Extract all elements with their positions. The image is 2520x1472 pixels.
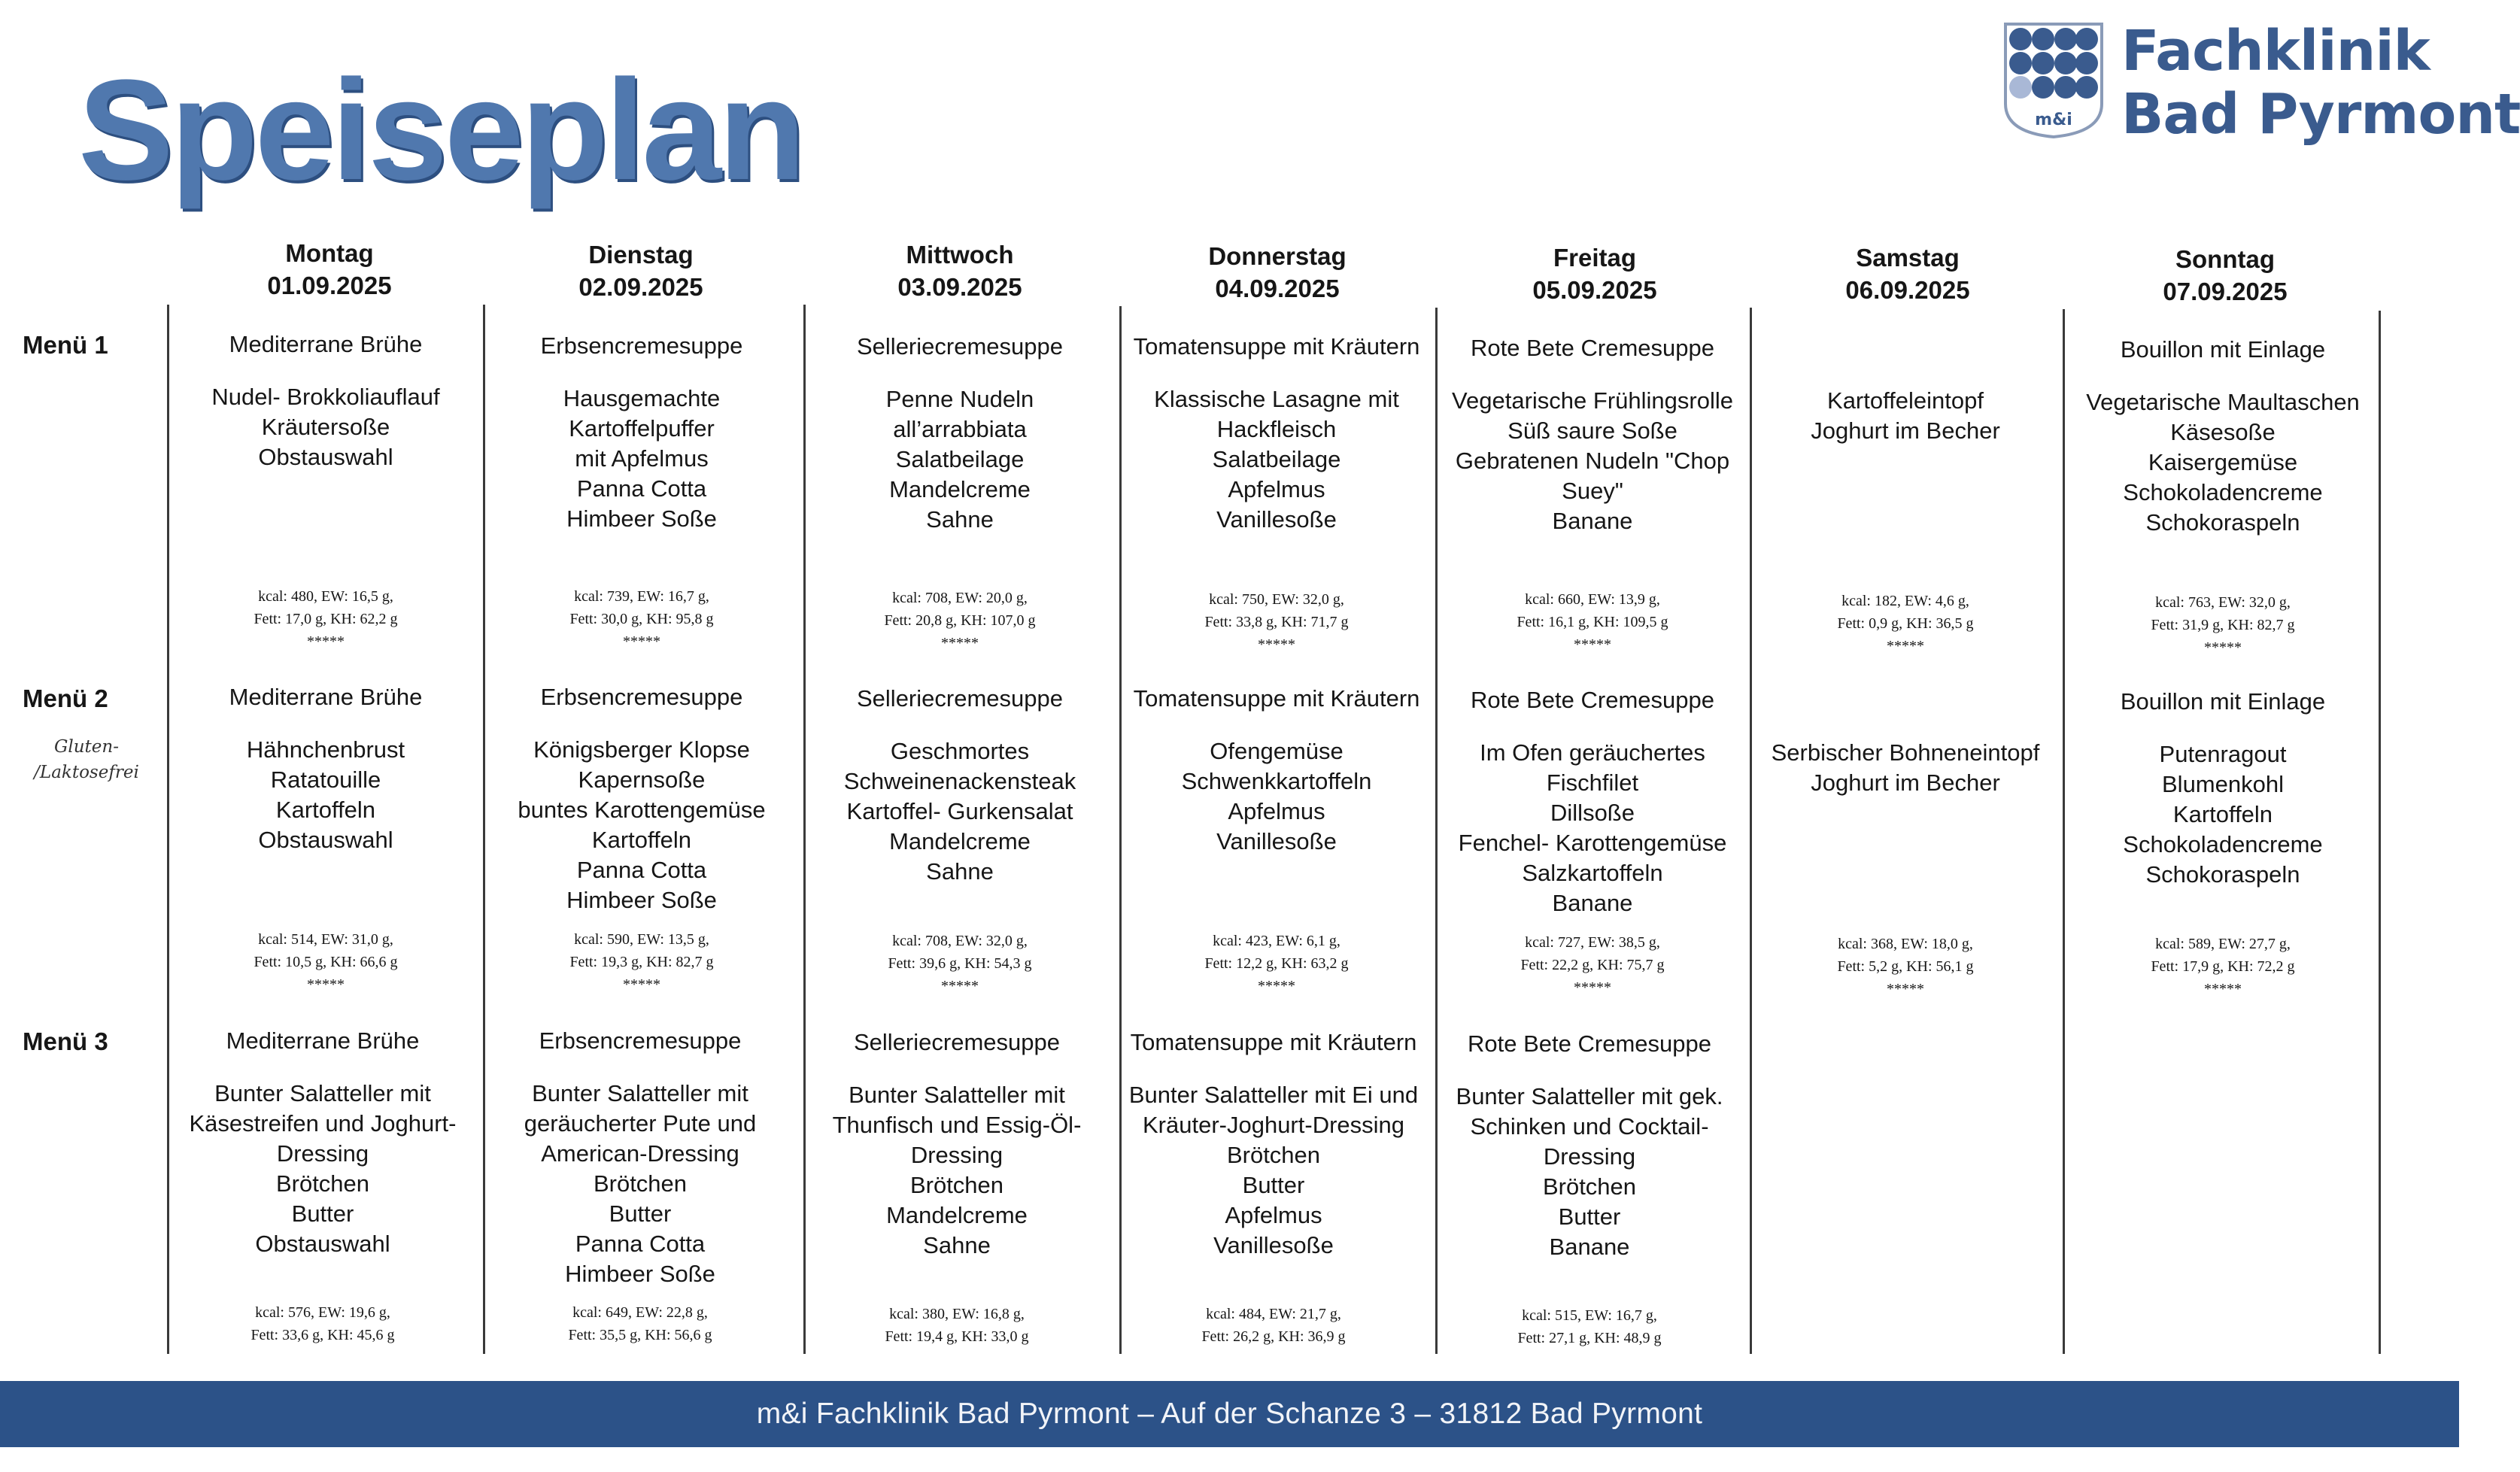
dish-line: Klassische Lasagne mit: [1154, 386, 1399, 412]
dish-line: Bunter Salatteller mit: [849, 1082, 1065, 1108]
menu2-nutrition: [806, 930, 1114, 997]
dish-line: Obstauswahl: [258, 444, 393, 470]
dish-line: Apfelmus: [1228, 476, 1325, 502]
dish-line: Bunter Salatteller mit gek.: [1456, 1083, 1723, 1109]
menu2-nutrition: [1122, 930, 1431, 997]
menu1-cell: [806, 332, 1114, 535]
nutrition-line: kcal: 708, EW: 32,0 g,: [892, 933, 1028, 949]
nutrition-line: Fett: 33,6 g, KH: 45,6 g: [250, 1327, 395, 1343]
menu3-cell: [1435, 1029, 1744, 1262]
nutrition-line: Fett: 35,5 g, KH: 56,6 g: [568, 1327, 712, 1343]
dish-line: Butter: [1242, 1172, 1305, 1198]
menu2-nutrition: [1438, 931, 1747, 999]
nutrition-line: Fett: 12,2 g, KH: 63,2 g: [1204, 955, 1349, 972]
dish-line: Himbeer Soße: [565, 1261, 715, 1287]
soup-name: Rote Bete Cremesuppe: [1468, 1030, 1711, 1057]
menu1-nutrition: [2069, 591, 2377, 659]
footer-address: m&i Fachklinik Bad Pyrmont – Auf der Schanze 3 – 31812 Bad Pyrmont: [0, 1381, 2459, 1447]
dish-line: mit Apfelmus: [575, 445, 709, 472]
day-header-freitag: Freitag 05.09.2025: [1532, 244, 1657, 304]
nutrition-line: kcal: 514, EW: 31,0 g,: [258, 931, 393, 948]
dish-line: Obstauswahl: [258, 827, 393, 853]
nutrition-line: Fett: 17,9 g, KH: 72,2 g: [2151, 958, 2295, 975]
menu1-nutrition: [172, 585, 480, 653]
nutrition-line: kcal: 750, EW: 32,0 g,: [1209, 591, 1344, 608]
nutrition-stars: *****: [1574, 979, 1611, 996]
dish-line: buntes Karottengemüse: [518, 797, 766, 823]
dish-line: Himbeer Soße: [566, 887, 717, 913]
dish-line: all’arrabbiata: [893, 416, 1027, 442]
soup-name: Tomatensuppe mit Kräutern: [1133, 685, 1420, 712]
dish-line: Hackfleisch: [1216, 416, 1337, 442]
dish-line: Putenragout: [2159, 741, 2287, 767]
menu1-cell: [172, 329, 480, 472]
menu2-cell: [487, 682, 796, 915]
menu3-cell: [1119, 1027, 1428, 1261]
day-header-mittwoch: Mittwoch 03.09.2025: [897, 241, 1022, 301]
soup-name: Mediterrane Brühe: [229, 684, 423, 710]
dish-line: Fischfilet: [1546, 769, 1639, 796]
dish-line: Apfelmus: [1228, 798, 1325, 824]
dish-line: Panna Cotta: [576, 475, 707, 502]
logo-mark-text: m&i: [2035, 111, 2072, 129]
menu2-cell: [1122, 684, 1431, 857]
menu3-nutrition: [1435, 1304, 1744, 1349]
column-divider: [1750, 308, 1752, 1354]
nutrition-line: Fett: 19,3 g, KH: 82,7 g: [569, 954, 714, 970]
nutrition-line: Fett: 20,8 g, KH: 107,0 g: [884, 612, 1036, 629]
nutrition-stars: *****: [941, 635, 979, 651]
dish-line: Ofengemüse: [1210, 738, 1343, 764]
dish-line: Im Ofen geräuchertes: [1480, 739, 1705, 766]
dish-line: Kartoffeln: [591, 827, 692, 853]
nutrition-line: kcal: 660, EW: 13,9 g,: [1525, 591, 1660, 608]
menu-note-gluten-laktosefrei: Gluten- /Laktosefrei: [34, 737, 139, 782]
dish-line: Gebratenen Nudeln "Chop: [1455, 448, 1730, 474]
nutrition-stars: *****: [941, 978, 979, 994]
menu3-nutrition: [486, 1301, 794, 1346]
soup-name: Tomatensuppe mit Kräutern: [1133, 333, 1420, 360]
menu1-nutrition: [1438, 588, 1747, 656]
page-title: Speiseplan: [78, 50, 803, 210]
nutrition-line: Fett: 30,0 g, KH: 95,8 g: [569, 611, 714, 627]
dish-line: Hähnchenbrust: [246, 736, 405, 763]
dish-line: Königsberger Klopse: [533, 736, 750, 763]
nutrition-stars: *****: [2204, 639, 2242, 656]
menu2-nutrition: [2069, 933, 2377, 1000]
dish-line: Kartoffel- Gurkensalat: [846, 798, 1073, 824]
dish-line: Thunfisch und Essig-Öl-: [832, 1112, 1082, 1138]
dish-line: Penne Nudeln: [885, 386, 1034, 412]
nutrition-line: Fett: 10,5 g, KH: 66,6 g: [254, 954, 398, 970]
dish-line: Geschmortes: [890, 738, 1030, 764]
dish-line: Blumenkohl: [2162, 771, 2284, 797]
dish-line: Kartoffeleintopf: [1827, 387, 1984, 414]
clinic-logo-icon: [2001, 20, 2106, 140]
dish-line: Sahne: [926, 858, 994, 885]
dish-line: Ratatouille: [270, 766, 381, 793]
day-header-sonntag: Sonntag 07.09.2025: [2163, 245, 2288, 305]
dish-line: Mandelcreme: [889, 476, 1031, 502]
column-divider: [483, 305, 485, 1354]
dish-line: Dillsoße: [1550, 800, 1635, 826]
dish-line: Vegetarische Frühlingsrolle: [1452, 387, 1733, 414]
soup-name: Mediterrane Brühe: [226, 1027, 420, 1054]
dish-line: Hausgemachte: [563, 385, 721, 411]
menu3-cell: [803, 1027, 1111, 1261]
dish-line: Himbeer Soße: [566, 505, 717, 532]
dish-line: Mandelcreme: [886, 1202, 1028, 1228]
nutrition-stars: *****: [623, 633, 660, 650]
day-header-dienstag: Dienstag 02.09.2025: [578, 241, 703, 301]
dish-line: Kräutersoße: [261, 414, 390, 440]
menu1-cell: [1751, 333, 2060, 446]
dish-line: Dressing: [910, 1142, 1003, 1168]
dish-line: Kartoffeln: [2172, 801, 2273, 827]
menu2-cell: [1751, 685, 2060, 798]
menu-label-1: Menü 1: [23, 331, 108, 359]
day-header-donnerstag: Donnerstag 04.09.2025: [1208, 242, 1347, 302]
dish-line: Süß saure Soße: [1507, 417, 1677, 444]
dish-line: Bunter Salatteller mit: [532, 1080, 748, 1106]
dish-line: Schokoraspeln: [2145, 861, 2300, 888]
dish-line: Käsesoße: [2170, 419, 2276, 445]
nutrition-line: Fett: 16,1 g, KH: 109,5 g: [1517, 614, 1668, 630]
menu3-nutrition: [803, 1303, 1111, 1348]
dish-line: Vanillesoße: [1213, 1232, 1334, 1258]
clinic-logo: [2001, 17, 2520, 147]
nutrition-line: kcal: 589, EW: 27,7 g,: [2155, 936, 2291, 952]
clinic-name-line2: Bad Pyrmont: [2121, 82, 2520, 147]
nutrition-line: kcal: 739, EW: 16,7 g,: [574, 588, 709, 605]
dish-line: geräucherter Pute und: [524, 1110, 757, 1137]
dish-line: Salzkartoffeln: [1522, 860, 1663, 886]
nutrition-stars: *****: [1574, 636, 1611, 653]
menu2-nutrition: [487, 928, 796, 996]
dish-line: Joghurt im Becher: [1811, 769, 2000, 796]
dish-line: Schokoladencreme: [2123, 479, 2323, 505]
nutrition-stars: *****: [1887, 638, 1924, 654]
soup-name: Selleriecremesuppe: [854, 1029, 1060, 1055]
dish-line: Banane: [1552, 508, 1633, 534]
dish-line: Obstauswahl: [255, 1231, 390, 1257]
dish-line: Dressing: [276, 1140, 369, 1167]
nutrition-stars: *****: [1258, 636, 1295, 653]
nutrition-line: Fett: 27,1 g, KH: 48,9 g: [1517, 1330, 1662, 1346]
nutrition-line: kcal: 380, EW: 16,8 g,: [889, 1306, 1025, 1322]
nutrition-line: Fett: 0,9 g, KH: 36,5 g: [1837, 615, 1974, 632]
soup-name: [1751, 685, 2060, 715]
dish-line: Joghurt im Becher: [1811, 417, 2000, 444]
nutrition-line: Fett: 17,0 g, KH: 62,2 g: [254, 611, 398, 627]
dish-line: Serbischer Bohneneintopf: [1771, 739, 2040, 766]
nutrition-line: kcal: 515, EW: 16,7 g,: [1522, 1307, 1657, 1324]
nutrition-line: kcal: 763, EW: 32,0 g,: [2155, 594, 2291, 611]
dish-line: Kartoffeln: [275, 797, 376, 823]
dish-line: Panna Cotta: [576, 857, 707, 883]
nutrition-stars: *****: [307, 633, 345, 650]
menu3-cell: [486, 1026, 794, 1289]
dish-line: Sahne: [923, 1232, 991, 1258]
nutrition-line: Fett: 33,8 g, KH: 71,7 g: [1204, 614, 1349, 630]
menu1-nutrition: [1751, 590, 2060, 657]
menu3-nutrition: [1119, 1303, 1428, 1348]
dish-line: Vegetarische Maultaschen: [2086, 389, 2360, 415]
dish-line: Bunter Salatteller mit: [214, 1080, 431, 1106]
dish-line: Brötchen: [275, 1170, 370, 1197]
nutrition-stars: *****: [2204, 981, 2242, 997]
dish-line: Kartoffelpuffer: [569, 415, 715, 442]
nutrition-line: kcal: 423, EW: 6,1 g,: [1213, 933, 1340, 949]
clinic-name: [2121, 20, 2520, 146]
column-divider: [2063, 309, 2065, 1354]
nutrition-line: Fett: 39,6 g, KH: 54,3 g: [888, 955, 1032, 972]
nutrition-stars: *****: [1887, 981, 1924, 997]
nutrition-line: kcal: 182, EW: 4,6 g,: [1841, 593, 1969, 609]
nutrition-line: kcal: 727, EW: 38,5 g,: [1525, 934, 1660, 951]
nutrition-line: kcal: 480, EW: 16,5 g,: [258, 588, 393, 605]
nutrition-line: kcal: 590, EW: 13,5 g,: [574, 931, 709, 948]
nutrition-line: kcal: 708, EW: 20,0 g,: [892, 590, 1028, 606]
soup-name: Tomatensuppe mit Kräutern: [1130, 1029, 1417, 1055]
nutrition-line: Fett: 5,2 g, KH: 56,1 g: [1837, 958, 1974, 975]
menu2-cell: [1438, 685, 1747, 918]
dish-line: American-Dressing: [541, 1140, 739, 1167]
soup-name: Mediterrane Brühe: [229, 331, 423, 357]
soup-name: Rote Bete Cremesuppe: [1471, 335, 1714, 361]
menu1-cell: [2069, 335, 2377, 538]
menu2-cell: [172, 682, 480, 855]
dish-line: Schinken und Cocktail-: [1470, 1113, 1709, 1140]
menu-label-3: Menü 3: [23, 1027, 108, 1055]
dish-line: Kaisergemüse: [2148, 449, 2298, 475]
menu1-nutrition: [487, 585, 796, 653]
menu1-cell: [1438, 333, 1747, 536]
dish-line: Kräuter-Joghurt-Dressing: [1142, 1112, 1405, 1138]
soup-name: Selleriecremesuppe: [857, 333, 1063, 360]
dish-line: Banane: [1549, 1234, 1630, 1260]
nutrition-line: kcal: 576, EW: 19,6 g,: [255, 1304, 390, 1321]
dish-line: Vanillesoße: [1216, 828, 1337, 854]
dish-line: Salatbeilage: [895, 446, 1025, 472]
nutrition-line: Fett: 19,4 g, KH: 33,0 g: [885, 1328, 1029, 1345]
menu2-nutrition: [172, 928, 480, 996]
dish-line: Mandelcreme: [889, 828, 1031, 854]
dish-line: Brötchen: [593, 1170, 688, 1197]
dish-line: Nudel- Brokkoliauflauf: [211, 384, 440, 410]
dish-line: Sahne: [926, 506, 994, 533]
dish-line: Panna Cotta: [575, 1231, 706, 1257]
clinic-name-line1: Fachklinik: [2121, 19, 2430, 83]
dish-line: Bunter Salatteller mit Ei und: [1128, 1082, 1419, 1108]
soup-name: Erbsencremesuppe: [540, 684, 743, 710]
dish-line: Schwenkkartoffeln: [1181, 768, 1372, 794]
dish-line: Schokoraspeln: [2145, 509, 2300, 536]
dish-line: Butter: [291, 1200, 354, 1227]
dish-line: Brötchen: [909, 1172, 1004, 1198]
menu-label-2: Menü 2: [23, 684, 108, 712]
soup-name: Erbsencremesuppe: [539, 1027, 742, 1054]
nutrition-line: Fett: 22,2 g, KH: 75,7 g: [1520, 957, 1665, 973]
dish-line: Banane: [1552, 890, 1633, 916]
soup-name: Erbsencremesuppe: [540, 332, 743, 359]
soup-name: [1751, 333, 2060, 363]
menu2-cell: [2069, 687, 2377, 890]
menu3-nutrition: [169, 1301, 477, 1346]
dish-line: Kapernsoße: [578, 766, 706, 793]
column-divider: [2379, 311, 2381, 1354]
soup-name: Rote Bete Cremesuppe: [1471, 687, 1714, 713]
menu2-nutrition: [1751, 933, 2060, 1000]
soup-name: Bouillon mit Einlage: [2120, 688, 2326, 715]
nutrition-line: Fett: 31,9 g, KH: 82,7 g: [2151, 617, 2295, 633]
dish-line: Suey": [1562, 478, 1623, 504]
dish-line: Vanillesoße: [1216, 506, 1337, 533]
nutrition-line: kcal: 649, EW: 22,8 g,: [572, 1304, 708, 1321]
dish-line: Butter: [1558, 1203, 1621, 1230]
menu1-cell: [487, 331, 796, 534]
dish-line: Fenchel- Karottengemüse: [1458, 830, 1727, 856]
nutrition-line: Fett: 26,2 g, KH: 36,9 g: [1201, 1328, 1346, 1345]
dish-line: Butter: [609, 1200, 672, 1227]
day-header-montag: Montag 01.09.2025: [267, 239, 392, 299]
menu2-cell: [806, 684, 1114, 887]
dish-line: Schweinenackensteak: [843, 768, 1076, 794]
dish-line: Brötchen: [1226, 1142, 1321, 1168]
soup-name: Selleriecremesuppe: [857, 685, 1063, 712]
dish-line: Brötchen: [1542, 1173, 1637, 1200]
dish-line: Salatbeilage: [1212, 446, 1341, 472]
soup-name: Bouillon mit Einlage: [2120, 336, 2326, 363]
dish-line: Schokoladencreme: [2123, 831, 2323, 857]
menu1-nutrition: [806, 587, 1114, 654]
nutrition-line: kcal: 368, EW: 18,0 g,: [1838, 936, 1973, 952]
dish-line: Käsestreifen und Joghurt-: [189, 1110, 457, 1137]
dish-line: Apfelmus: [1225, 1202, 1322, 1228]
menu3-cell: [169, 1026, 477, 1259]
dish-line: Dressing: [1543, 1143, 1636, 1170]
nutrition-stars: *****: [307, 976, 345, 993]
nutrition-stars: *****: [1258, 978, 1295, 994]
day-header-samstag: Samstag 06.09.2025: [1845, 244, 1970, 304]
menu1-nutrition: [1122, 588, 1431, 656]
menu1-cell: [1122, 332, 1431, 535]
nutrition-line: kcal: 484, EW: 21,7 g,: [1206, 1306, 1341, 1322]
nutrition-stars: *****: [623, 976, 660, 993]
